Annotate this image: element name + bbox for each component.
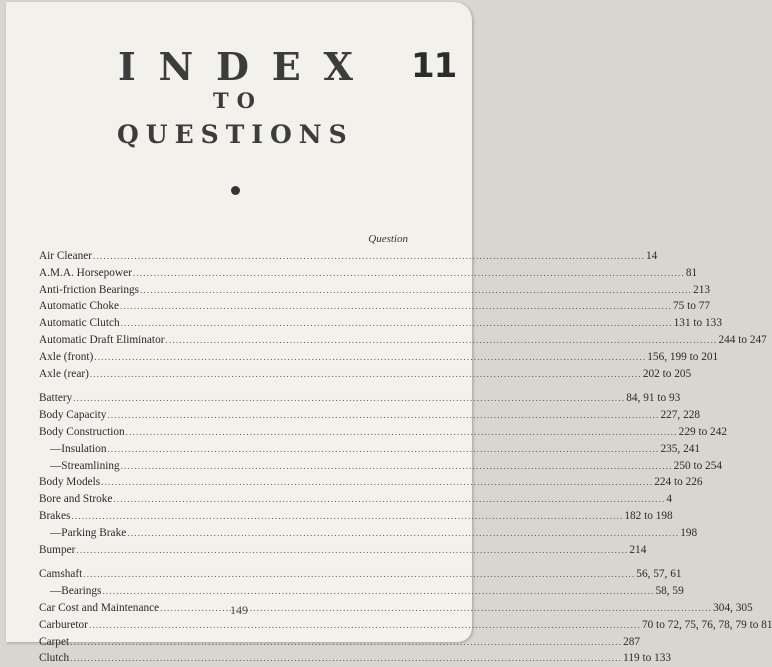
index-entry [39,332,767,349]
entry-question-numbers: 224 to 226 [654,476,703,489]
heading-letter: X [323,44,353,89]
entry-label: Axle (rear) [39,367,89,380]
entry-question-numbers: 213 [693,283,711,296]
entry-question-numbers: 304, 305 [713,601,753,614]
entry-question-numbers: 81 [685,266,698,279]
index-entry [39,650,672,667]
entry-label: Air Cleaner [39,250,93,262]
dot-leader [73,390,625,407]
index-entry [39,315,722,332]
entry-label: Car Cost and Maintenance [39,601,160,614]
dot-leader [107,407,659,424]
dot-leader [70,650,622,667]
chapter-number: 11 [411,46,457,86]
dot-leader [102,583,654,600]
book-page [6,2,772,665]
index-entry [39,390,681,407]
index-entry [39,491,673,508]
page-number: 149 [230,603,248,617]
dot-leader [70,634,622,651]
index-entry [39,583,684,600]
dot-leader [126,424,678,441]
entry-question-numbers: 202 to 205 [642,367,692,380]
entry-label: —Parking Brake [50,526,127,539]
entry-label: Automatic Clutch [39,317,120,330]
entry-label: Bore and Stroke [39,493,113,506]
dot-leader [133,265,685,282]
index-entry [39,458,722,475]
index-entry [39,542,647,559]
index-entry [39,566,682,583]
heading-to: TO [213,88,263,113]
entry-question-numbers: 14 [646,250,658,262]
column-header: Question [368,233,408,245]
index-entry [39,349,719,366]
index-entry [39,441,701,458]
entry-question-numbers: 4 [666,493,673,506]
entry-label: Automatic Choke [39,300,120,313]
index-entry [39,508,673,525]
entry-label: —Insulation [50,442,107,455]
dot-leader [101,474,653,491]
entry-question-numbers: 84, 91 to 93 [626,392,681,405]
dot-leader [121,458,673,475]
entry-label: Carburetor [39,618,88,631]
index-heading [118,44,353,89]
entry-question-numbers: 70 to 72, 75, 76, 78, 79 to 81 [641,618,772,631]
dot-leader [76,542,628,559]
dot-leader [120,298,672,315]
entry-label: —Bearings [50,585,102,598]
index-entry [39,634,641,651]
index-entry [39,474,703,491]
index-entry [39,248,658,265]
dot-leader [107,441,659,458]
entry-label: —Streamlining [50,459,120,472]
index-entry [39,265,698,282]
heading-questions: QUESTIONS [117,120,354,149]
entry-question-numbers: 131 to 133 [673,317,722,330]
entry-question-numbers: 244 to 247 [718,333,767,346]
entry-label: A.M.A. Horsepower [39,266,132,279]
dot-leader [90,366,642,383]
heading-letter: D [216,44,249,89]
dot-leader [113,491,665,508]
index-entry [39,282,711,299]
entry-label: Battery [39,392,73,405]
entry-label: Axle (front) [39,350,94,363]
dot-leader [121,315,673,332]
entry-question-numbers: 250 to 254 [673,459,722,472]
entry-label: Bumper [39,543,76,556]
entry-question-numbers: 56, 57, 61 [636,568,682,581]
dot-leader [83,566,635,583]
dot-leader [93,248,645,265]
dot-leader [89,617,641,634]
dot-leader [71,508,623,525]
index-entry [39,525,698,542]
entry-label: Brakes [39,509,71,522]
entry-question-numbers: 214 [629,543,647,556]
entry-label: Body Capacity [39,409,107,422]
entry-label: Camshaft [39,568,83,581]
entry-question-numbers: 75 to 77 [673,300,711,313]
entry-label: Body Construction [39,425,125,438]
entry-question-numbers: 287 [623,635,641,648]
entry-label: Automatic Draft Eliminator [39,333,165,346]
entry-label: Carpet [39,635,70,648]
entry-question-numbers: 198 [680,526,698,539]
entry-question-numbers: 182 to 198 [624,509,673,522]
bullet-ornament-icon [231,186,240,195]
index-entry [39,424,727,441]
entry-question-numbers: 235, 241 [660,442,701,455]
heading-letter: I [118,44,136,89]
entry-label: Clutch [39,652,70,665]
index-entry [39,407,701,424]
dot-leader [127,525,679,542]
entry-label: Anti-friction Bearings [39,283,140,296]
dot-leader [166,332,718,349]
heading-letter: N [158,44,194,89]
index-entry [39,617,772,634]
dot-leader [140,282,692,299]
heading-letter: E [271,44,301,89]
entry-question-numbers: 58, 59 [655,585,684,598]
dot-leader [94,349,646,366]
entry-question-numbers: 156, 199 to 201 [647,350,719,363]
entry-question-numbers: 227, 228 [660,409,701,422]
entry-label: Body Models [39,476,101,489]
entry-question-numbers: 229 to 242 [678,425,727,438]
entry-question-numbers: 119 to 133 [623,652,672,665]
index-entry [39,366,692,383]
index-entry [39,298,711,315]
